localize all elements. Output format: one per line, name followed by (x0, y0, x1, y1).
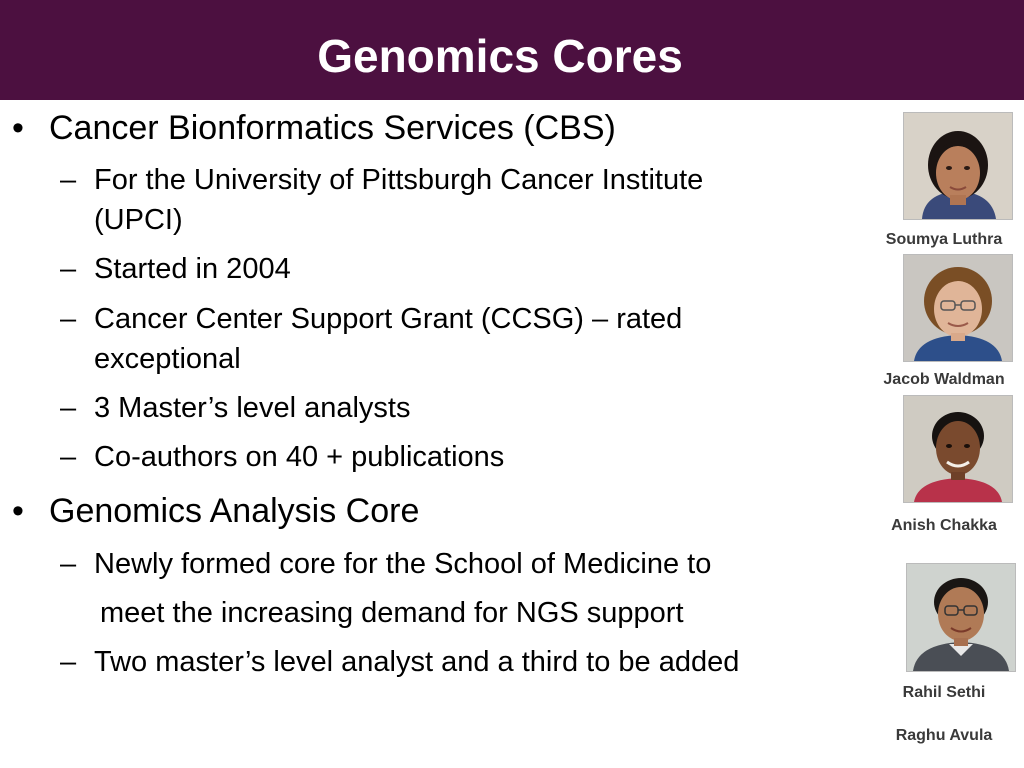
sub-bullet-continuation: (UPCI) (94, 204, 183, 236)
sub-bullet-text: Newly formed core for the School of Medicine to (94, 548, 712, 580)
dash-glyph: – (60, 303, 77, 335)
sub-bullet-text: Cancer Center Support Grant (CCSG) – rated (94, 303, 683, 335)
sub-bullet-text: Co-authors on 40 + publications (94, 441, 505, 473)
dash-glyph: – (60, 164, 77, 196)
dash-glyph: – (60, 392, 77, 424)
slide-title: Genomics Cores (317, 30, 683, 82)
portrait-photo (903, 112, 1013, 220)
sub-bullet-text: For the University of Pittsburgh Cancer Institute (94, 164, 704, 196)
sub-bullet-text: Two master’s level analyst and a third to be added (94, 646, 740, 678)
portrait-photo (906, 563, 1016, 672)
dash-glyph: – (60, 441, 77, 473)
dash-glyph: – (60, 548, 77, 580)
bullet-text: Genomics Analysis Core (49, 492, 420, 530)
dash-glyph: – (60, 253, 77, 285)
person-name: Rahil Sethi (902, 684, 986, 701)
bullet-glyph: • (12, 109, 24, 147)
sub-bullet-text: Started in 2004 (94, 253, 291, 285)
person-name: Raghu Avula (895, 727, 993, 744)
person-name: Jacob Waldman (883, 371, 1005, 388)
portrait-photo (903, 254, 1013, 362)
dash-glyph: – (60, 646, 77, 678)
sub-bullet-continuation: meet the increasing demand for NGS support (100, 597, 684, 629)
person-name: Anish Chakka (891, 517, 997, 534)
sub-bullet-text: 3 Master’s level analysts (94, 392, 411, 424)
person-name: Soumya Luthra (885, 231, 1003, 248)
bullet-text: Cancer Bionformatics Services (CBS) (49, 109, 616, 147)
title-bar (0, 0, 1024, 100)
portrait-photo (903, 395, 1013, 503)
sub-bullet-continuation: exceptional (94, 343, 241, 375)
bullet-glyph: • (12, 492, 24, 530)
